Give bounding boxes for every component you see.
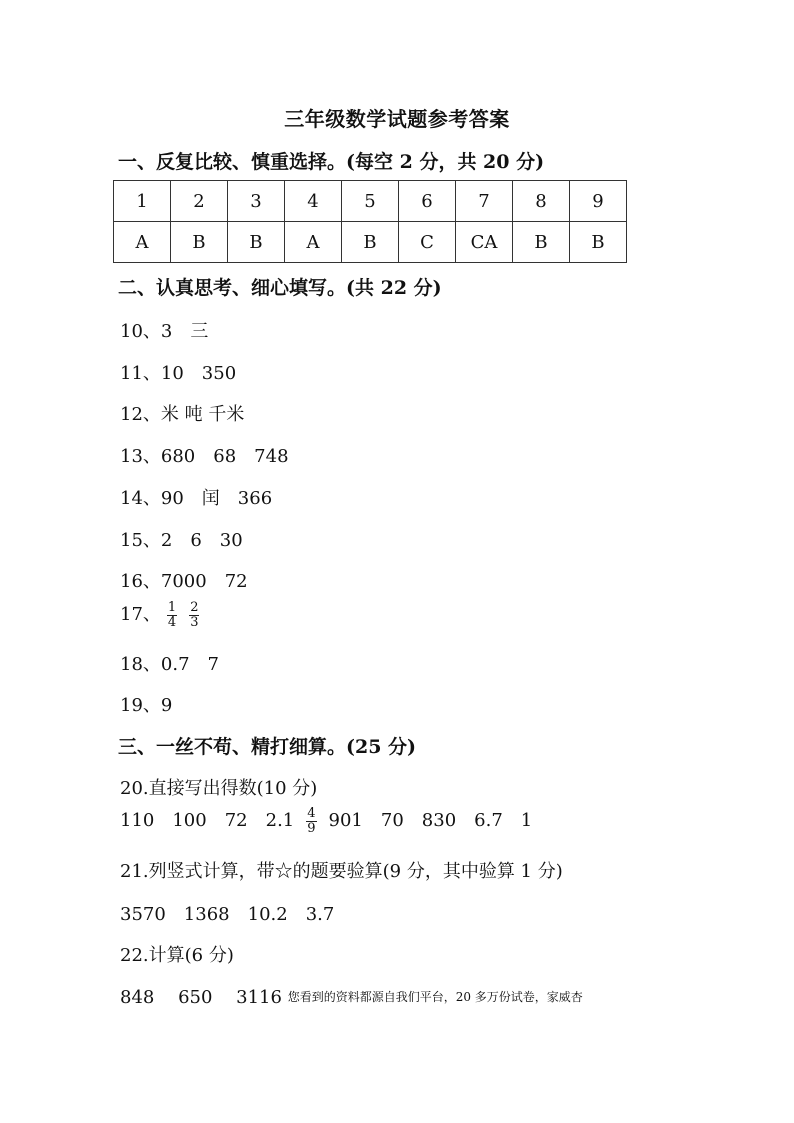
section-1-heading: 一、反复比较、慎重选择。(每空 2 分，共 20 分) bbox=[118, 151, 545, 173]
table-cell: 3 bbox=[228, 181, 285, 222]
table-cell: B bbox=[342, 222, 399, 263]
table-cell: 6 bbox=[399, 181, 456, 222]
table-row-answers bbox=[114, 222, 627, 263]
q22-answers: 848 650 3116 bbox=[120, 987, 282, 1008]
answer-line-19: 19、9 bbox=[120, 695, 173, 716]
answer-line-17 bbox=[120, 600, 205, 630]
answer-line-14: 14、90 闰 366 bbox=[120, 488, 273, 509]
section-2-heading: 二、认真思考、细心填写。(共 22 分) bbox=[118, 277, 442, 299]
answer-line-13: 13、680 68 748 bbox=[120, 446, 289, 467]
q20-answers-part2: 901 70 830 6.7 1 bbox=[328, 810, 533, 831]
q17-label: 17、 bbox=[120, 604, 161, 625]
choice-answer-table bbox=[113, 180, 627, 263]
table-cell: 9 bbox=[570, 181, 627, 222]
table-cell: C bbox=[399, 222, 456, 263]
table-cell: A bbox=[114, 222, 171, 263]
fraction-four-ninths: $\frac{4}{9}$ bbox=[307, 805, 316, 836]
table-cell: 7 bbox=[456, 181, 513, 222]
table-cell: CA bbox=[456, 222, 513, 263]
q20-answers bbox=[120, 806, 532, 836]
fraction-two-thirds: $\frac{2}{3}$ bbox=[190, 599, 199, 630]
table-cell: B bbox=[570, 222, 627, 263]
q20-answers-part1: 110 100 72 2.1 bbox=[120, 810, 295, 831]
table-cell: B bbox=[171, 222, 228, 263]
answer-line-12: 12、米 吨 千米 bbox=[120, 404, 245, 425]
table-cell: B bbox=[513, 222, 570, 263]
watermark-note: 您看到的资料都源自我们平台，20 多万份试卷，家威杏 bbox=[287, 990, 583, 1004]
answer-line-11: 11、10 350 bbox=[120, 363, 237, 384]
answer-line-18: 18、0.7 7 bbox=[120, 654, 219, 675]
table-row-numbers bbox=[114, 181, 627, 222]
q22-answers-line bbox=[120, 983, 583, 1009]
table-cell: A bbox=[285, 222, 342, 263]
table-cell: 2 bbox=[171, 181, 228, 222]
answer-line-15: 15、2 6 30 bbox=[120, 530, 243, 551]
table-cell: 5 bbox=[342, 181, 399, 222]
table-cell: B bbox=[228, 222, 285, 263]
q20-title: 20.直接写出得数(10 分) bbox=[120, 778, 318, 799]
q21-answers: 3570 1368 10.2 3.7 bbox=[120, 904, 335, 925]
answer-line-10: 10、3 三 bbox=[120, 321, 209, 342]
table-cell: 1 bbox=[114, 181, 171, 222]
page-title: 三年级数学试题参考答案 bbox=[284, 107, 510, 131]
table-cell: 4 bbox=[285, 181, 342, 222]
q21-title: 21.列竖式计算，带☆的题要验算(9 分，其中验算 1 分) bbox=[120, 861, 563, 882]
table-cell: 8 bbox=[513, 181, 570, 222]
section-3-heading: 三、一丝不苟、精打细算。(25 分) bbox=[118, 736, 417, 758]
fraction-one-quarter: $\frac{1}{4}$ bbox=[167, 599, 177, 630]
q22-title: 22.计算(6 分) bbox=[120, 945, 234, 966]
answer-line-16: 16、7000 72 bbox=[120, 571, 248, 592]
